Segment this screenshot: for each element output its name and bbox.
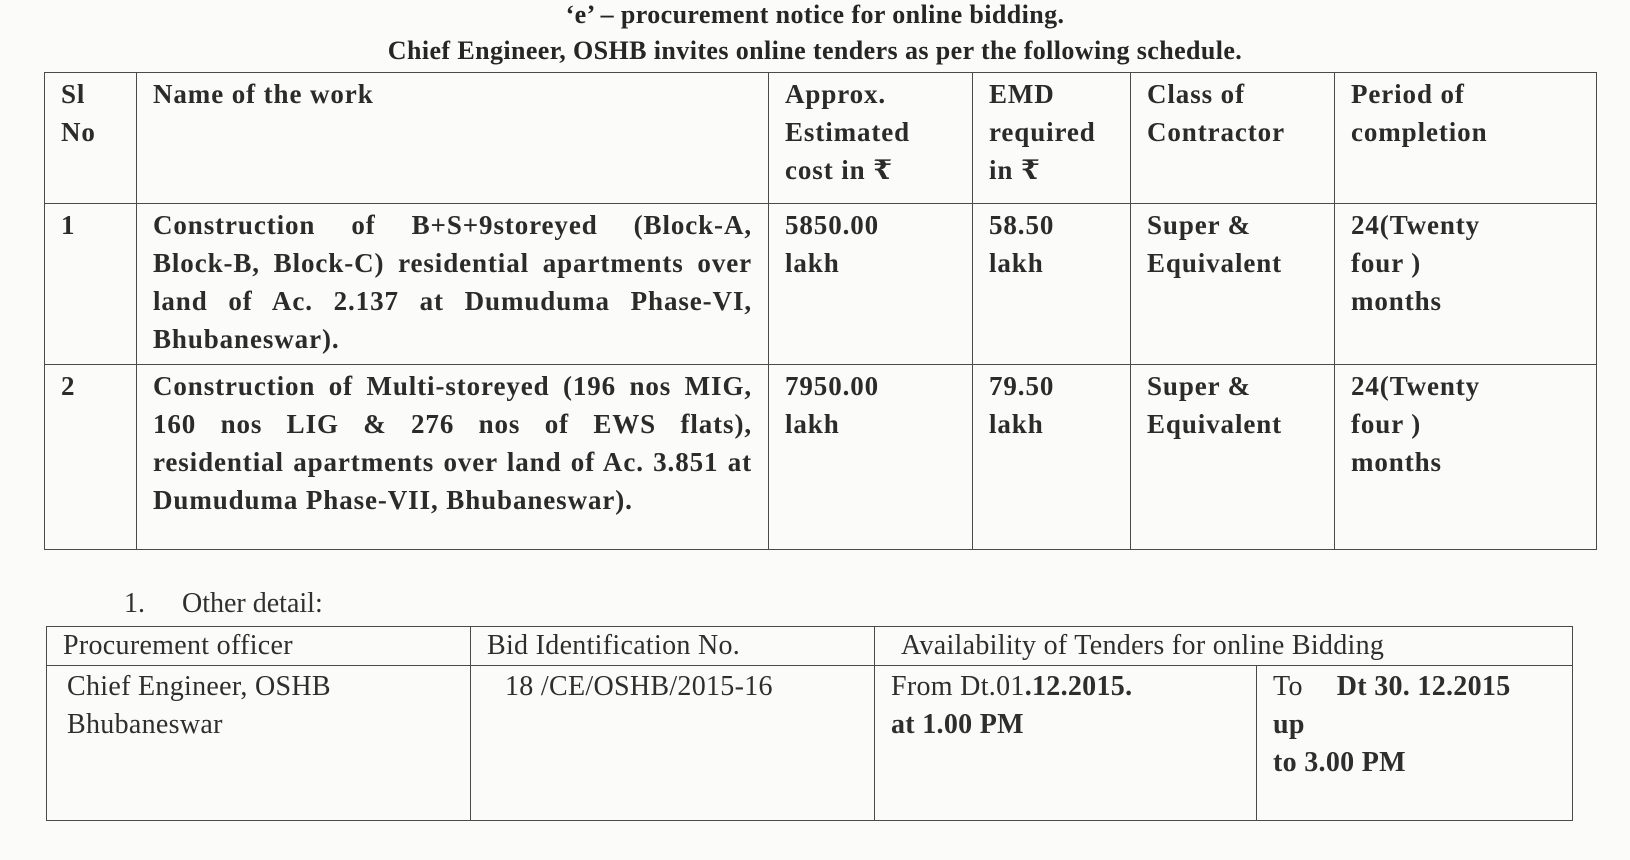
header-period-of-completion: [1335, 73, 1597, 204]
header-emd-line2: required: [989, 117, 1096, 147]
to-time: to 3.00 PM: [1273, 747, 1406, 778]
row-estimated-cost: [769, 365, 973, 550]
to-prefix: To: [1273, 671, 1303, 702]
other-detail-number: 1.: [124, 588, 145, 619]
row-sl-no: 2: [45, 365, 137, 550]
from-date: .12.2015.: [1024, 671, 1133, 702]
officer-line2: Bhubaneswar: [67, 709, 223, 740]
row-cost-value: 7950.00: [785, 371, 880, 401]
header-period-line2: completion: [1351, 117, 1488, 147]
header-cost-line3: cost in ₹: [785, 155, 893, 185]
row-emd-unit: lakh: [989, 248, 1044, 278]
notice-title: ‘e’ – procurement notice for online bidding.: [565, 0, 1065, 29]
table-row: [45, 365, 1597, 550]
header-class-of-contractor: [1131, 73, 1335, 204]
bid-number: 18 /CE/OSHB/2015-16: [505, 671, 773, 702]
row-cost-unit: lakh: [785, 248, 840, 278]
header-class-line1: Class of: [1147, 79, 1245, 109]
detail-header-row: [47, 627, 1573, 666]
header-period-line1: Period of: [1351, 79, 1465, 109]
header-procurement-officer: Procurement officer: [47, 627, 471, 666]
row-emd-unit: lakh: [989, 409, 1044, 439]
header-emd-line3: in ₹: [989, 155, 1041, 185]
header-emd-line1: EMD: [989, 79, 1055, 109]
header-name-of-work: [137, 73, 769, 204]
header-name-text: Name of the work: [153, 79, 374, 109]
other-detail-table: [46, 626, 1573, 821]
header-bid-identification: Bid Identification No.: [471, 627, 875, 666]
from-time: at 1.00 PM: [891, 709, 1024, 740]
header-sl-line2: No: [61, 117, 96, 147]
row-period-line3: months: [1351, 447, 1442, 477]
to-date-line: [1273, 668, 1556, 706]
from-date-line: [891, 668, 1240, 706]
to-date: Dt 30. 12.2015: [1336, 671, 1511, 702]
row-period-line1: 24(Twenty: [1351, 371, 1481, 401]
header-cost-line1: Approx.: [785, 79, 887, 109]
row-period: [1335, 365, 1597, 550]
row-class-line1: Super &: [1147, 371, 1252, 401]
header-sl-no: [45, 73, 137, 204]
row-class: [1131, 204, 1335, 365]
row-work-name: Construction of Multi-storeyed (196 nos MIG, 160 nos LIG & 276 nos of EWS flats), residential apartments over land of Ac. 3.851 at Dumuduma Phase-VII, Bhubaneswar).: [137, 365, 769, 550]
header-availability: Availability of Tenders for online Bidding: [875, 627, 1573, 666]
header-sl-line1: Sl: [61, 79, 86, 109]
row-emd: [973, 365, 1131, 550]
row-emd: [973, 204, 1131, 365]
header-emd: [973, 73, 1131, 204]
row-period-line1: 24(Twenty: [1351, 210, 1481, 240]
header-cost-line2: Estimated: [785, 117, 911, 147]
row-estimated-cost: [769, 204, 973, 365]
row-period: [1335, 204, 1597, 365]
row-class-line1: Super &: [1147, 210, 1252, 240]
tender-schedule-table: [44, 72, 1597, 550]
notice-subtitle: Chief Engineer, OSHB invites online tenders as per the following schedule.: [387, 36, 1243, 65]
from-prefix: From Dt.01: [891, 671, 1025, 702]
row-work-name: Construction of B+S+9storeyed (Block-A, Block-B, Block-C) residential apartments over land of Ac. 2.137 at Dumuduma Phase-VI, Bhubaneswar).: [137, 204, 769, 365]
procurement-officer-cell: [47, 666, 471, 821]
row-period-line2: four ): [1351, 248, 1422, 278]
row-period-line3: months: [1351, 286, 1442, 316]
header-class-line2: Contractor: [1147, 117, 1285, 147]
table-row: [45, 204, 1597, 365]
row-cost-unit: lakh: [785, 409, 840, 439]
row-class-line2: Equivalent: [1147, 409, 1283, 439]
row-emd-value: 58.50: [989, 210, 1055, 240]
other-detail-heading: [124, 588, 323, 620]
row-class-line2: Equivalent: [1147, 248, 1283, 278]
bid-identification-cell: [471, 666, 875, 821]
detail-body-row: [47, 666, 1573, 821]
header-estimated-cost: [769, 73, 973, 204]
row-cost-value: 5850.00: [785, 210, 880, 240]
row-sl-no: 1: [45, 204, 137, 365]
officer-line1: Chief Engineer, OSHB: [67, 671, 331, 702]
availability-from-cell: [875, 666, 1257, 821]
availability-to-cell: [1257, 666, 1573, 821]
to-up: up: [1273, 709, 1305, 740]
other-detail-label: Other detail:: [182, 588, 323, 619]
row-emd-value: 79.50: [989, 371, 1055, 401]
schedule-header-row: [45, 73, 1597, 204]
row-class: [1131, 365, 1335, 550]
row-period-line2: four ): [1351, 409, 1422, 439]
